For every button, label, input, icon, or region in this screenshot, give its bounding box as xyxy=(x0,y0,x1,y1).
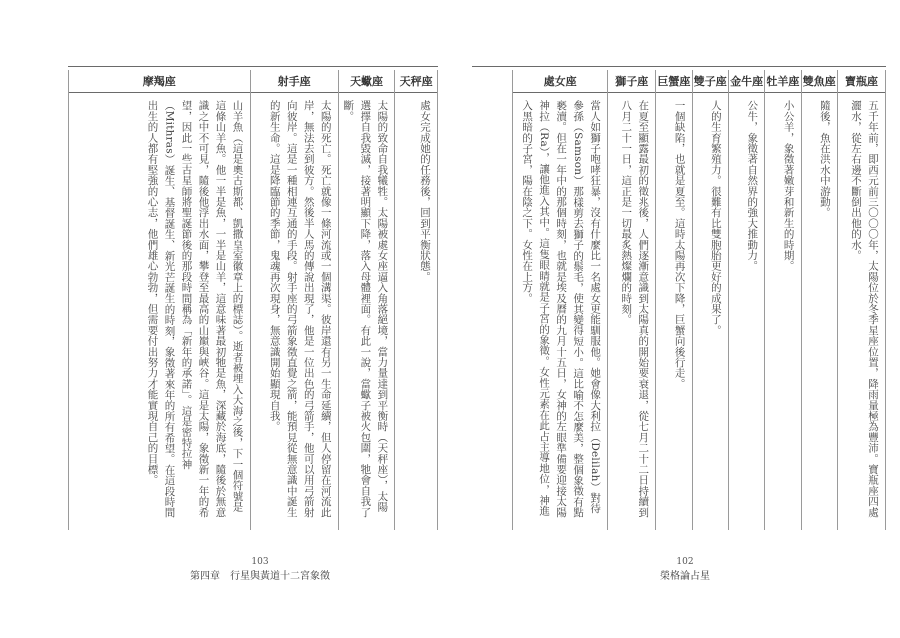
top-rule xyxy=(472,66,886,67)
column-text: 一個缺陷，也就是夏至。這時太陽再次下降，巨蟹向後行走。 xyxy=(673,100,686,389)
column-text: 太陽的死亡。死亡就像一條河流或一個溝渠。彼岸還有另一生命延續，但人停留在河流此岸，無法去到彼方。然後半人馬的傳說出現了，他是一位出色的弓箭手，他可以用弓箭射向彼岸。這是一種相連互通的手段。射手座的弓箭象徵直覺之箭，能預見從無意識中誕生的新生命。這是降臨節的季節，鬼魂再次現身，無意識開始顯現自我。 xyxy=(268,100,332,518)
column-scorpio xyxy=(338,70,395,530)
column-title: 寶瓶座 xyxy=(838,70,885,93)
column-title: 巨蟹座 xyxy=(656,70,691,93)
zodiac-table-right xyxy=(512,70,886,530)
column-aquarius xyxy=(837,70,886,530)
column-title: 摩羯座 xyxy=(69,70,250,93)
column-text: 人的生育繁殖力。很難有比雙胞胎更好的成果了。 xyxy=(709,100,722,336)
column-text: 當人如獅子咆哮狂暴，沒有什麼比一名處女更能馴服他。她會像大利拉（Delilah）對待參孫（Samson）那樣剪去獅子的鬃毛，使其變得短小。這比喻不怎麼美，整個象徵有點褻瀆。但在一年中的那個時刻，也就是埃及曆的九月十五日，女神的左眼準備要迎接太陽神拉（Ra），讓他進入其中。這隻眼睛就是子宮的象徵。女性元素在此占主導地位，神進入黑暗的子宮，陽在陰之下。女性在上方。 xyxy=(521,100,602,518)
page-number: 102 xyxy=(676,557,694,567)
column-title: 金牛座 xyxy=(729,70,764,93)
top-rule xyxy=(68,66,438,67)
column-cancer xyxy=(655,70,691,530)
column-text: 隨後，魚在洪水中游動。 xyxy=(818,100,831,218)
column-text: 在夏至顯露最初的徵兆後，人們逐漸意識到太陽真的開始要衰退，從七月二十二日持續到八月二十一日，這正是一切最炙熱燦爛的時刻。 xyxy=(620,100,650,518)
column-title: 雙魚座 xyxy=(802,70,837,93)
column-taurus xyxy=(728,70,764,530)
column-title: 牡羊座 xyxy=(765,70,800,93)
column-pisces xyxy=(801,70,837,530)
page-number: 103 xyxy=(251,557,269,567)
column-text: 五千年前，即西元前三〇〇〇年，太陽位於冬季星座位置，降雨量極為豐沛。寶瓶座四處灑水，從左右邊不斷倒出他的水。 xyxy=(850,100,879,518)
column-text: 小公羊，象徵著嫩芽和新生的時期。 xyxy=(782,100,795,272)
column-title: 獅子座 xyxy=(608,70,655,93)
column-text: 太陽的致命自我犧牲。太陽被處女座逼入角落絕境，當力量達到平衡時（天秤座），太陽選擇自我毀滅，接著明顯下降，落入母體裡面。有此一說，當蠍子被火包圍，牠會自我了斷。 xyxy=(342,100,389,518)
chapter-title: 第四章 行星與黃道十二宮象徵 xyxy=(190,571,330,582)
book-title: 榮格論占星 xyxy=(660,571,710,582)
column-sagittarius xyxy=(250,70,338,530)
column-title: 處女座 xyxy=(513,70,607,93)
column-text: 處女完成她的任務後，回到平衡狀態。 xyxy=(419,100,431,282)
column-aries xyxy=(764,70,800,530)
page-footer xyxy=(120,557,400,582)
column-leo xyxy=(607,70,655,530)
column-title: 天蠍座 xyxy=(339,70,395,93)
column-title: 射手座 xyxy=(251,70,338,93)
column-text: 公牛，象徵著自然界的強大推動力。 xyxy=(746,100,759,272)
column-title: 天秤座 xyxy=(395,70,437,93)
page-footer xyxy=(560,557,810,582)
column-libra xyxy=(394,70,438,530)
zodiac-table-left xyxy=(68,70,438,530)
right-page xyxy=(450,0,900,638)
column-gemini xyxy=(692,70,728,530)
column-text: 山羊魚（這是奧古斯都、凱撒皇室徽章上的標誌）。逝者被埋入大海之後，下一個符號是這條山羊魚。他一半是魚，一半是山羊，這意味著最初牠是魚，深藏於海底，隨後於無意識之中不可見，隨後他浮出水面，攀登至最高的山巔與峽谷。這是太陽，象徵新一年的希望，因此一些古星師將聖誕節後的那段時間稱為「新年的承諾」。這是密特拉神（Mithras）誕生、基督誕生、新光芒誕生的時刻，象徵著來年的所有希望。在這段時間出生的人都有堅強的心志，他們雄心勃勃，但需要付出努力才能實現自己的目標。 xyxy=(146,100,244,518)
column-title: 雙子座 xyxy=(693,70,728,93)
column-capricorn xyxy=(68,70,250,530)
column-virgo xyxy=(512,70,607,530)
